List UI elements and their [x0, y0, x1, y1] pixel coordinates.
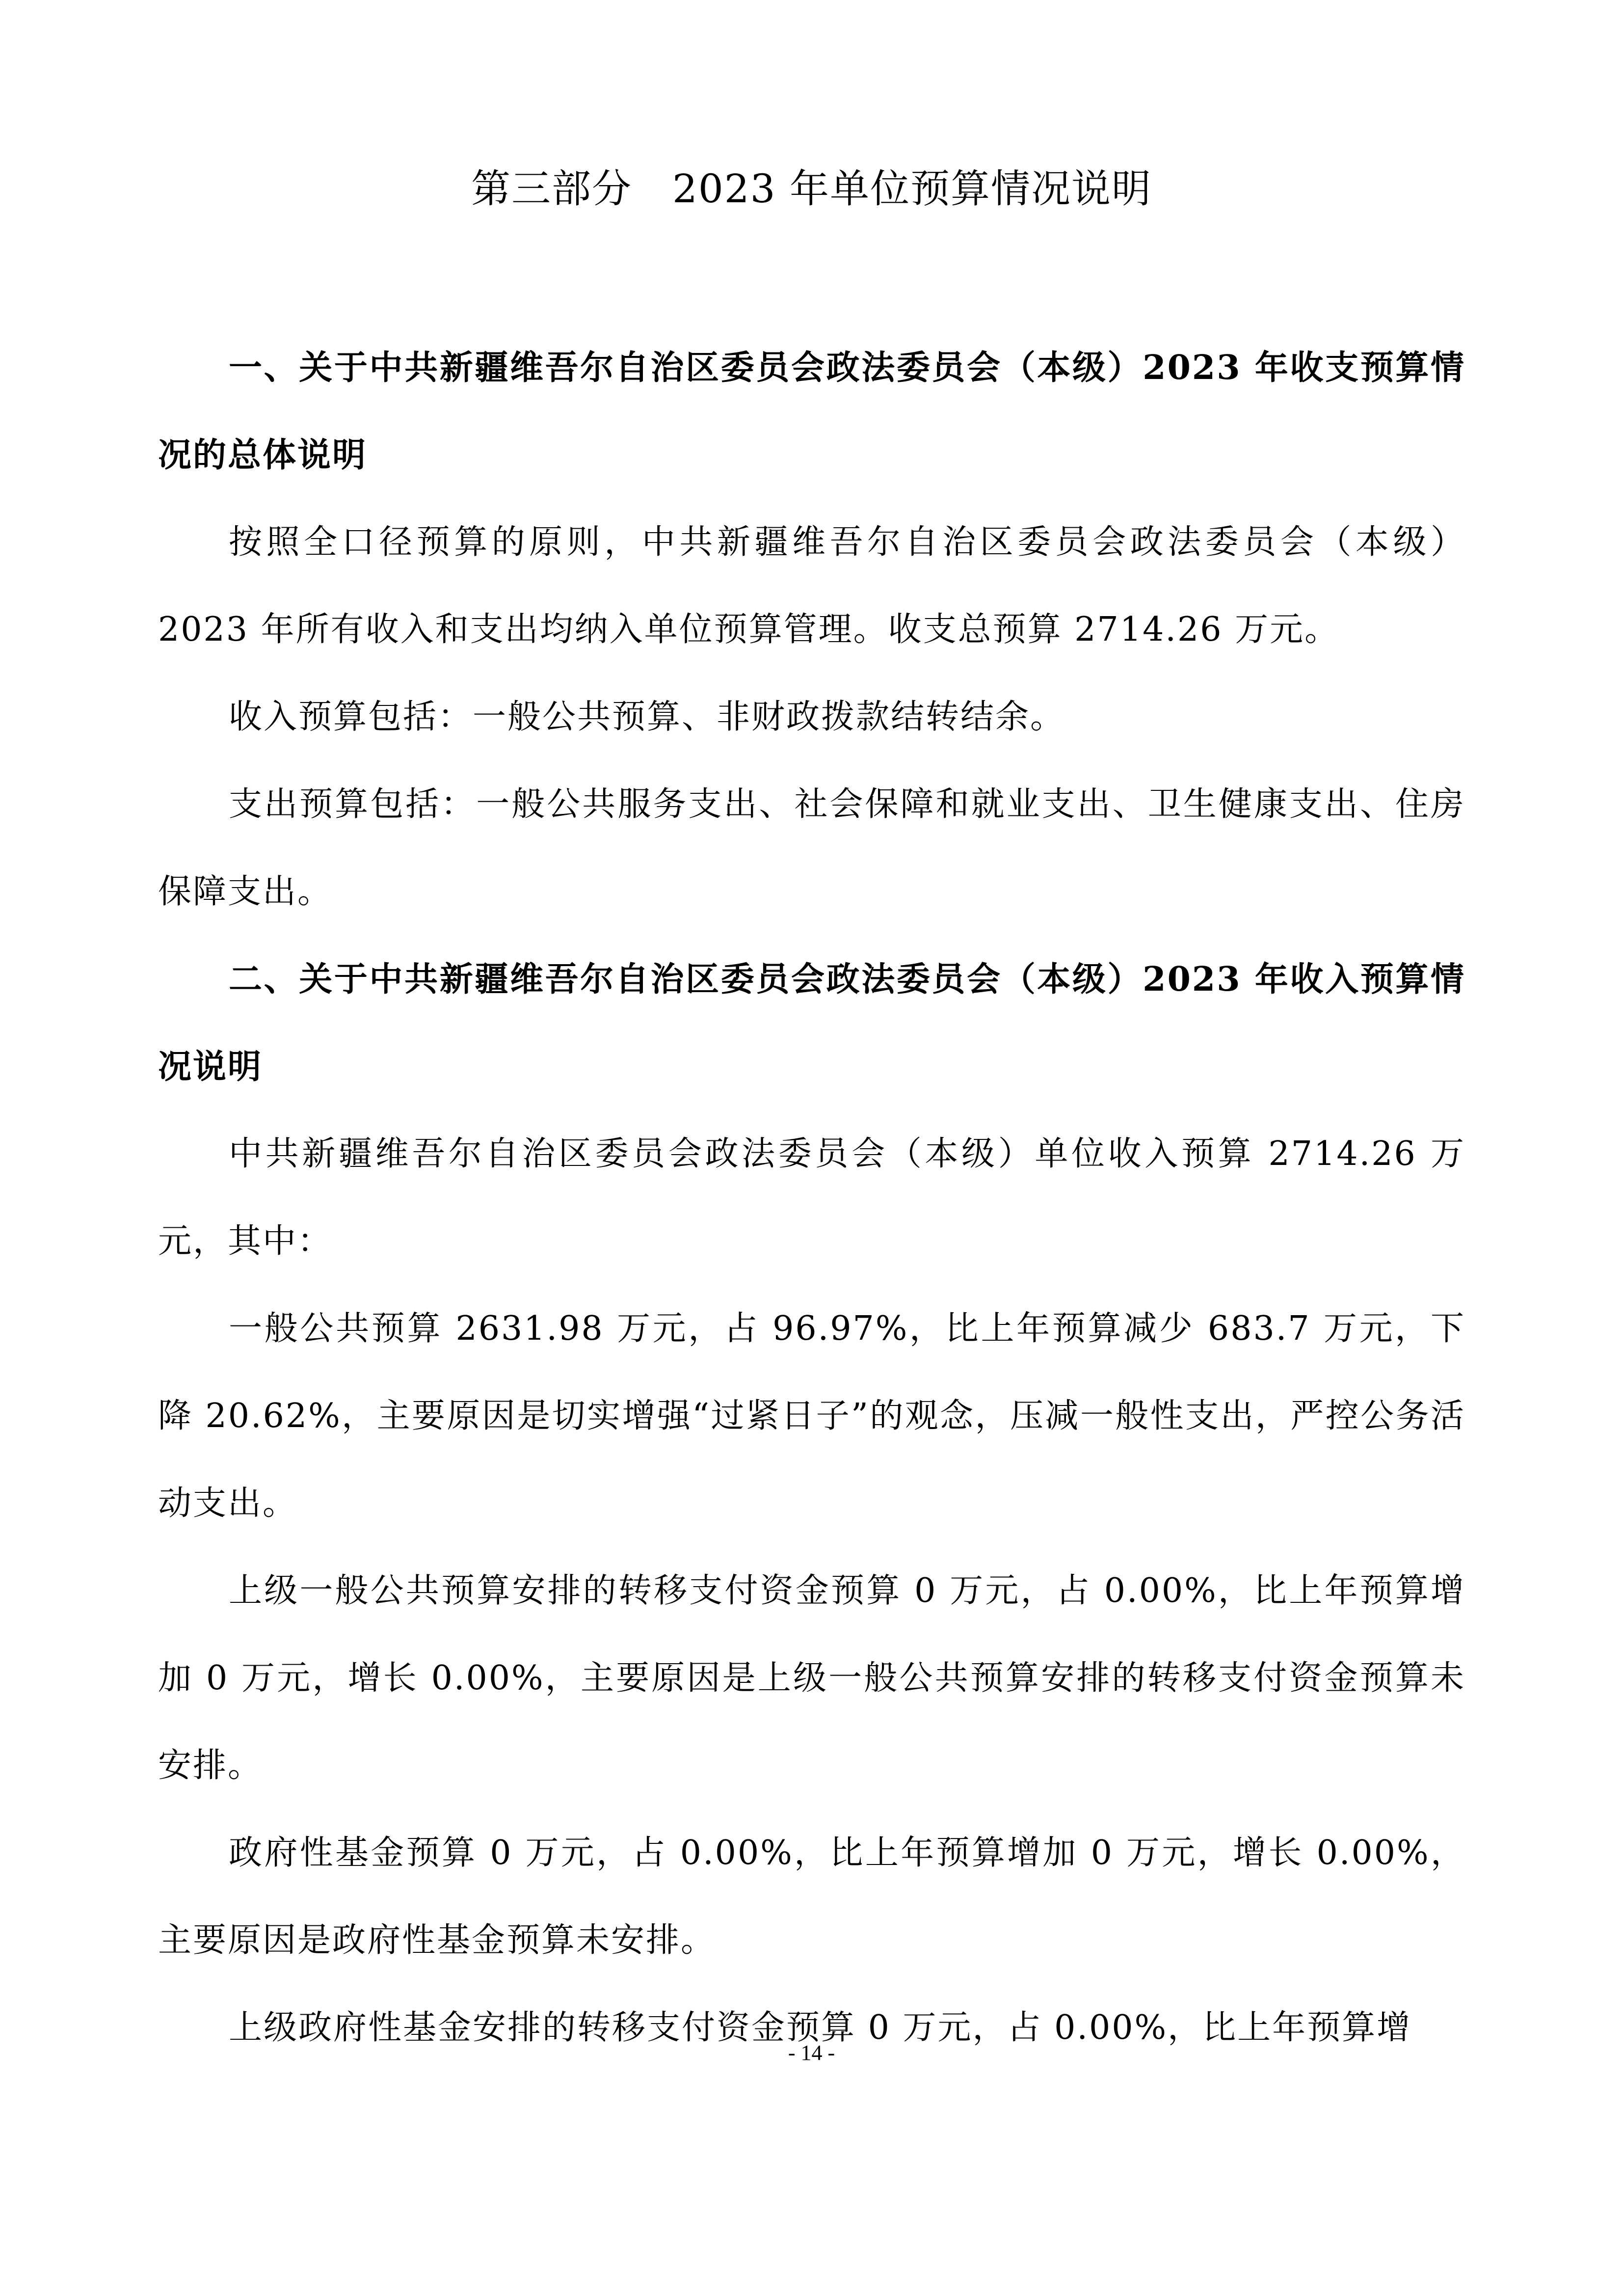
page-title: 第三部分 2023 年单位预算情况说明 [471, 166, 1152, 212]
paragraph-government-fund: 政府性基金预算 0 万元，占 0.00%，比上年预算增加 0 万元，增长 0.00%，主要原因是政府性基金预算未安排。 [158, 1834, 1465, 1960]
paragraph-general-public-budget: 一般公共预算 2631.98 万元，占 96.97%，比上年预算减少 683.7 万元，下降 20.62%，主要原因是切实增强“过紧日子”的观念，压减一般性支出，严控公务活动支出。 [158, 1309, 1465, 1523]
paragraph-income-composition: 收入预算包括：一般公共预算、非财政拨款结转结余。 [229, 698, 1065, 736]
paragraph-overall-budget: 按照全口径预算的原则，中共新疆维吾尔自治区委员会政法委员会（本级）2023 年所有收入和支出均纳入单位预算管理。收支总预算 2714.26 万元。 [158, 523, 1465, 649]
section-heading-1: 一、关于中共新疆维吾尔自治区委员会政法委员会（本级）2023 年收支预算情况的总体说明 [158, 348, 1465, 475]
paragraph-income-total: 中共新疆维吾尔自治区委员会政法委员会（本级）单位收入预算 2714.26 万元，其中： [158, 1134, 1465, 1261]
paragraph-expenditure-composition: 支出预算包括：一般公共服务支出、社会保障和就业支出、卫生健康支出、住房保障支出。 [158, 785, 1465, 911]
document-body [158, 324, 1465, 2072]
section-heading-2: 二、关于中共新疆维吾尔自治区委员会政法委员会（本级）2023 年收入预算情况说明 [158, 960, 1465, 1086]
paragraph-upper-transfer-general: 上级一般公共预算安排的转移支付资金预算 0 万元，占 0.00%，比上年预算增加 0 万元，增长 0.00%，主要原因是上级一般公共预算安排的转移支付资金预算未安排。 [158, 1571, 1465, 1785]
page-number: - 14 - [788, 2041, 835, 2065]
paragraph-upper-transfer-fund: 上级政府性基金安排的转移支付资金预算 0 万元，占 0.00%，比上年预算增 [229, 2008, 1412, 2047]
